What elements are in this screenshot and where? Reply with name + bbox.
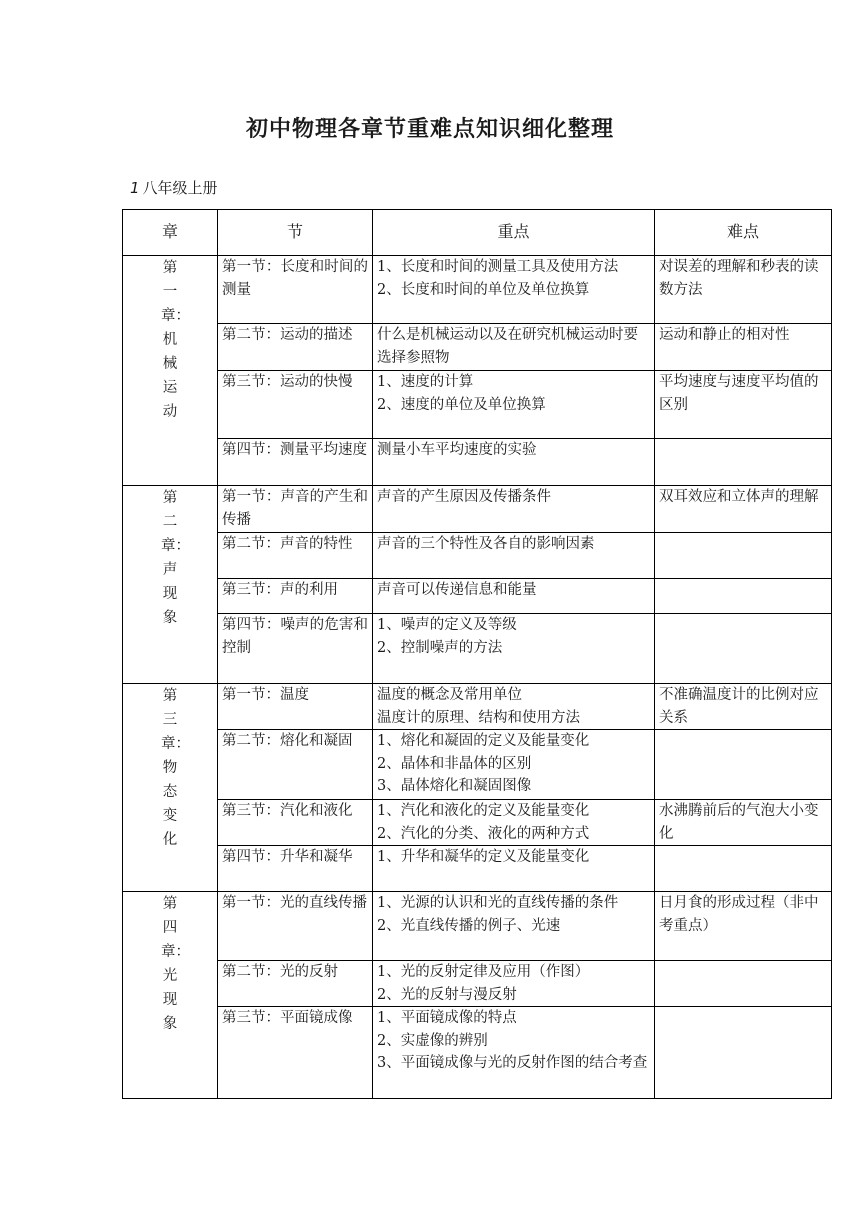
section-title: 第四节：测量平均速度 — [218, 439, 373, 486]
difficulty-cell — [655, 846, 832, 892]
difficulty-cell: 日月食的形成过程（非中考重点） — [655, 892, 832, 961]
key-point: 1、升华和凝华的定义及能量变化 — [377, 849, 590, 865]
section-title: 第三节：平面镜成像 — [218, 1007, 373, 1099]
key-point: 什么是机械运动以及在研究机械运动时要选择参照物 — [377, 327, 638, 366]
key-point: 声音的三个特性及各自的影响因素 — [377, 536, 595, 552]
key-points-cell — [373, 800, 655, 846]
key-points-cell — [373, 730, 655, 800]
key-points-cell — [373, 439, 655, 486]
key-points-cell — [373, 1007, 655, 1099]
key-point: 2、速度的单位及单位换算 — [377, 396, 546, 413]
key-point: 1、长度和时间的测量工具及使用方法 — [377, 259, 619, 275]
table-row — [123, 579, 832, 614]
key-point: 1、光源的认识和光的直线传播的条件 — [377, 895, 619, 911]
chapter-cell — [123, 256, 218, 486]
section-title: 第二节：运动的描述 — [218, 324, 373, 371]
key-point: 温度计的原理、结构和使用方法 — [377, 709, 580, 726]
section-title: 第二节：声音的特性 — [218, 533, 373, 579]
table-row — [123, 533, 832, 579]
difficulty-cell: 对误差的理解和秒表的读数方法 — [655, 256, 832, 324]
section-title: 第四节：噪声的危害和控制 — [218, 614, 373, 684]
section-title: 第一节：声音的产生和传播 — [218, 486, 373, 533]
difficulty-cell: 平均速度与速度平均值的区别 — [655, 371, 832, 439]
header-chapter: 章 — [123, 210, 218, 256]
key-point: 2、长度和时间的单位及单位换算 — [377, 281, 590, 298]
key-point: 1、速度的计算 — [377, 374, 474, 390]
table-row — [123, 256, 832, 324]
section-label: 八年级上册 — [142, 179, 218, 197]
key-point: 3、晶体熔化和凝固图像 — [377, 778, 532, 794]
difficulty-cell — [655, 533, 832, 579]
section-title: 第二节：熔化和凝固 — [218, 730, 373, 800]
table-row — [123, 684, 832, 730]
key-point: 2、实虚像的辨别 — [377, 1032, 488, 1049]
header-section: 节 — [218, 210, 373, 256]
section-title: 第三节：汽化和液化 — [218, 800, 373, 846]
header-key-points: 重点 — [373, 210, 655, 256]
key-point: 2、控制噪声的方法 — [377, 639, 503, 656]
table-row — [123, 324, 832, 371]
key-point: 温度的概念及常用单位 — [377, 687, 522, 703]
table-row — [123, 846, 832, 892]
key-point: 1、熔化和凝固的定义及能量变化 — [377, 733, 590, 749]
table-row — [123, 439, 832, 486]
section-title: 第四节：升华和凝华 — [218, 846, 373, 892]
key-point: 声音可以传递信息和能量 — [377, 582, 537, 598]
chapter-name: 第二章：声现象 — [161, 490, 190, 626]
key-point: 2、晶体和非晶体的区别 — [377, 755, 532, 772]
key-points-cell — [373, 579, 655, 614]
section-title: 第二节：光的反射 — [218, 961, 373, 1007]
key-points-cell — [373, 892, 655, 961]
header-difficulties: 难点 — [655, 210, 832, 256]
key-points-cell — [373, 846, 655, 892]
section-title: 第一节：长度和时间的测量 — [218, 256, 373, 324]
key-point: 2、汽化的分类、液化的两种方式 — [377, 825, 590, 842]
section-title: 第一节：光的直线传播 — [218, 892, 373, 961]
difficulty-cell: 运动和静止的相对性 — [655, 324, 832, 371]
key-point: 声音的产生原因及传播条件 — [377, 489, 551, 505]
difficulty-cell: 水沸腾前后的气泡大小变化 — [655, 800, 832, 846]
table-row — [123, 961, 832, 1007]
table-row — [123, 800, 832, 846]
document-title: 初中物理各章节重难点知识细化整理 — [245, 117, 614, 142]
section-title: 第三节：声的利用 — [218, 579, 373, 614]
key-point: 1、汽化和液化的定义及能量变化 — [377, 803, 590, 819]
key-point: 2、光直线传播的例子、光速 — [377, 917, 561, 934]
table-row — [123, 730, 832, 800]
difficulty-cell — [655, 961, 832, 1007]
section-heading — [130, 177, 218, 198]
table-row — [123, 371, 832, 439]
table-row — [123, 1007, 832, 1099]
difficulty-cell: 双耳效应和立体声的理解 — [655, 486, 832, 533]
difficulty-cell — [655, 439, 832, 486]
key-points-cell — [373, 256, 655, 324]
key-point: 1、平面镜成像的特点 — [377, 1010, 517, 1026]
key-points-cell — [373, 961, 655, 1007]
key-points-cell — [373, 371, 655, 439]
chapter-cell — [123, 486, 218, 684]
chapter-name: 第一章：机械运动 — [161, 260, 190, 420]
difficulty-cell — [655, 730, 832, 800]
key-points-cell — [373, 324, 655, 371]
key-points-cell — [373, 533, 655, 579]
section-title: 第一节：温度 — [218, 684, 373, 730]
section-number: 1 — [130, 179, 140, 197]
table-row — [123, 614, 832, 684]
key-point: 1、噪声的定义及等级 — [377, 617, 517, 633]
table-row — [123, 486, 832, 533]
difficulty-cell — [655, 1007, 832, 1099]
key-point: 测量小车平均速度的实验 — [377, 442, 537, 458]
key-point: 1、光的反射定律及应用（作图） — [377, 964, 590, 980]
key-point: 2、光的反射与漫反射 — [377, 986, 517, 1003]
table-row — [123, 892, 832, 961]
syllabus-table — [122, 209, 832, 1099]
key-points-cell — [373, 486, 655, 533]
chapter-cell — [123, 892, 218, 1099]
difficulty-cell — [655, 614, 832, 684]
difficulty-cell — [655, 579, 832, 614]
key-point: 3、平面镜成像与光的反射作图的结合考查 — [377, 1055, 648, 1071]
chapter-cell — [123, 684, 218, 892]
section-title: 第三节：运动的快慢 — [218, 371, 373, 439]
difficulty-cell: 不准确温度计的比例对应关系 — [655, 684, 832, 730]
chapter-name: 第四章：光现象 — [161, 896, 190, 1032]
chapter-name: 第三章：物态变化 — [161, 688, 190, 848]
key-points-cell — [373, 684, 655, 730]
key-points-cell — [373, 614, 655, 684]
table-header-row — [123, 210, 832, 256]
